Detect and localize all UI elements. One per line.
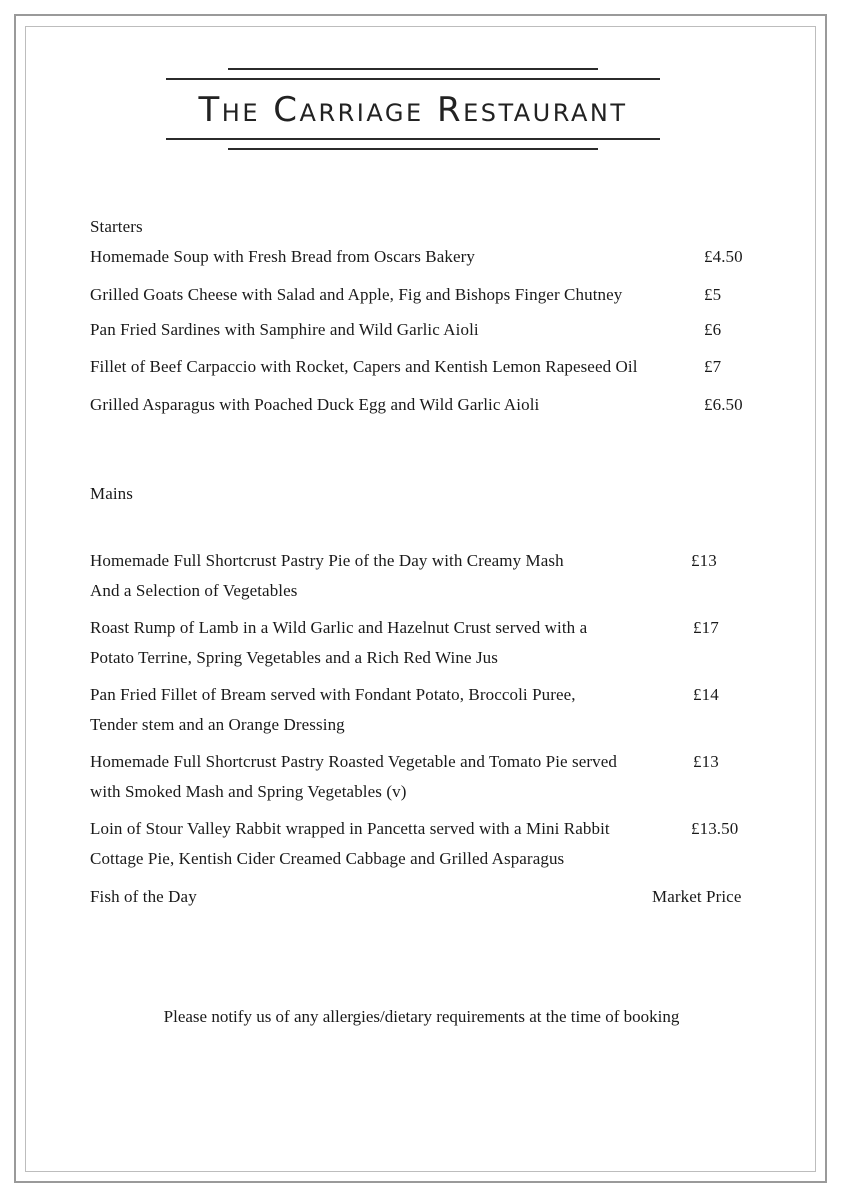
starter-item-price: £6 [704,320,722,339]
main-item-line2: with Smoked Mash and Spring Vegetables (v) [90,782,407,801]
header-rule-top-short [228,68,598,70]
main-item-line2: Tender stem and an Orange Dressing [90,715,345,734]
starters-heading: Starters [90,217,143,236]
header-rule-bottom-long [166,138,660,140]
starter-item-name: Homemade Soup with Fresh Bread from Oscars Bakery [90,247,475,266]
starter-item-name: Pan Fried Sardines with Samphire and Wild Garlic Aioli [90,320,479,339]
allergy-note: Please notify us of any allergies/dietary requirements at the time of booking [163,1007,680,1026]
main-item-price: £17 [693,618,719,637]
main-item-line2: Cottage Pie, Kentish Cider Creamed Cabbage and Grilled Asparagus [90,849,565,868]
header-rule-bottom-short [228,148,598,150]
fish-of-the-day-price: Market Price [652,887,742,906]
starter-item-price: £6.50 [704,395,743,414]
main-item-line1: Loin of Stour Valley Rabbit wrapped in Pancetta served with a Mini Rabbit [90,819,610,838]
main-item-line1: Homemade Full Shortcrust Pastry Roasted Vegetable and Tomato Pie served [90,752,617,771]
starter-item-name: Grilled Asparagus with Poached Duck Egg and Wild Garlic Aioli [90,395,540,414]
main-item-line2: And a Selection of Vegetables [90,581,298,600]
main-item-price: £13.50 [691,819,739,838]
restaurant-title: The Carriage Restaurant [198,90,628,130]
main-item-price: £13 [693,752,719,771]
mains-heading: Mains [90,484,133,503]
starter-item-price: £7 [704,357,722,376]
main-item-price: £14 [693,685,719,704]
main-item-line2: Potato Terrine, Spring Vegetables and a Rich Red Wine Jus [90,648,498,667]
starter-item-name: Grilled Goats Cheese with Salad and Apple, Fig and Bishops Finger Chutney [90,285,623,304]
main-item-price: £13 [691,551,717,570]
main-item-line1: Pan Fried Fillet of Bream served with Fondant Potato, Broccoli Puree, [90,685,576,704]
main-item-line1: Homemade Full Shortcrust Pastry Pie of the Day with Creamy Mash [90,551,564,570]
main-item-line1: Roast Rump of Lamb in a Wild Garlic and Hazelnut Crust served with a [90,618,588,637]
fish-of-the-day: Fish of the Day [90,887,197,906]
starter-item-name: Fillet of Beef Carpaccio with Rocket, Capers and Kentish Lemon Rapeseed Oil [90,357,638,376]
header-rule-top-long [166,78,660,80]
starter-item-price: £4.50 [704,247,743,266]
starter-item-price: £5 [704,285,722,304]
